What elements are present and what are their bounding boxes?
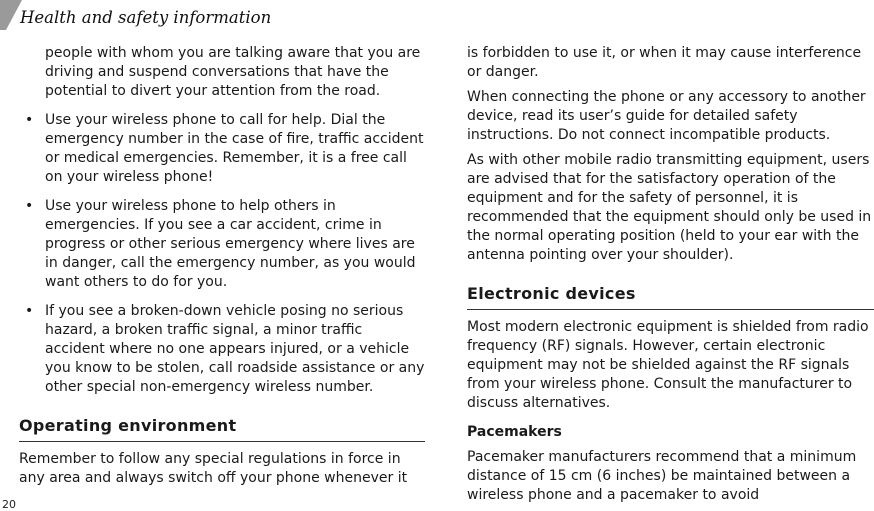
list-item-text: If you see a broken-down vehicle posing no serious hazard, a broken traffic signal, a minor traffic accident where no one appears injured, or a vehicle you know to be stolen, call roadside assistance or any other special non-emergency wireless number.	[45, 303, 425, 395]
list-item-text: Use your wireless phone to help others in emergencies. If you see a car accident, crime in progress or other serious emergency where lives are in danger, call the emergency number, as you would want others to do for you.	[45, 198, 416, 290]
paragraph: As with other mobile radio transmitting equipment, users are advised that for the satisfactory operation of the equipment and for the safety of personnel, it is recommended that the equipment should only be used in the normal operating position (held to your ear with the antenna pointing over your shoulder).	[467, 152, 872, 263]
paragraph: is forbidden to use it, or when it may cause interference or danger.	[467, 45, 862, 80]
right-column	[467, 44, 874, 505]
page-header	[0, 0, 272, 36]
bullet-list	[19, 111, 425, 397]
continuation-paragraph: people with whom you are talking aware that you are driving and suspend conversations that have the potential to divert your attention from the road.	[45, 45, 421, 99]
bullet-icon: •	[25, 198, 34, 214]
list-item	[19, 197, 425, 292]
list-item-text: Use your wireless phone to call for help. Dial the emergency number in the case of fire, traffic accident or medical emergencies. Remember, it is a free call on your wireless phone!	[45, 112, 424, 185]
section-heading-operating-environment: Operating environment	[19, 416, 425, 442]
section-heading-electronic-devices: Electronic devices	[467, 284, 874, 310]
sub-heading-pacemakers: Pacemakers	[467, 424, 562, 440]
left-column	[19, 44, 425, 488]
page-number: 20	[2, 498, 16, 511]
paragraph: When connecting the phone or any accessory to another device, read its user’s guide for detailed safety instructions. Do not connect incompatible products.	[467, 89, 866, 143]
header-title: Health and safety information	[20, 8, 272, 27]
list-item	[19, 302, 425, 397]
section-paragraph: Most modern electronic equipment is shielded from radio frequency (RF) signals. However, certain electronic equipment may not be shielded against the RF signals from your wireless phone. Consult the manufacturer to discuss alternatives.	[467, 319, 869, 411]
sub-paragraph: Pacemaker manufacturers recommend that a minimum distance of 15 cm (6 inches) be maintained between a wireless phone and a pacemaker to avoid	[467, 449, 857, 503]
list-item	[19, 111, 425, 187]
section-paragraph: Remember to follow any special regulations in force in any area and always switch off your phone whenever it	[19, 451, 408, 486]
bullet-icon: •	[25, 303, 34, 319]
bullet-icon: •	[25, 112, 34, 128]
